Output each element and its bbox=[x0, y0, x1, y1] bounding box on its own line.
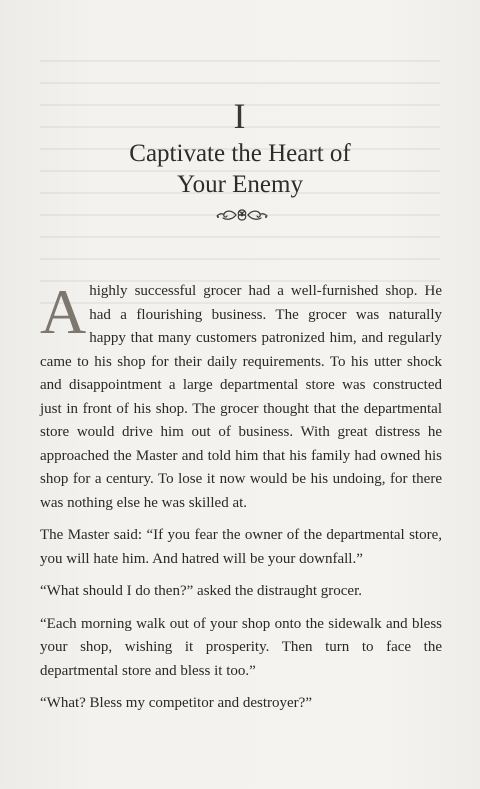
story-paragraph-1 bbox=[40, 276, 442, 515]
story-paragraph-3: “What should I do then?” asked the distraught grocer. bbox=[40, 583, 362, 599]
decorative-flourish-icon bbox=[214, 207, 270, 223]
story-body bbox=[40, 276, 442, 725]
chapter-number: I bbox=[233, 96, 247, 136]
chapter-title bbox=[40, 138, 440, 200]
story-paragraph-2: The Master said: “If you fear the owner of the departmental store, you will hate him. And hatred will be your downfall.” bbox=[40, 527, 442, 567]
drop-cap: A bbox=[40, 276, 87, 347]
story-paragraph-5: “What? Bless my competitor and destroyer?” bbox=[40, 695, 312, 711]
chapter-title-line-2: Your Enemy bbox=[177, 171, 303, 198]
paragraph-1-text: highly successful grocer had a well-furnished shop. He had a flourishing business. The grocer was naturally happy that many customers patronized him, and regularly came to his shop for their daily requirements. To his utter shock and disappointment a large departmental store was constructed just in front of his shop. The grocer thought that the departmental store would drive him out of business. With great distress he approached the Master and told him that his family had owned his shop for a century. To lose it now would be his undoing, for there was nothing else he was skilled at. bbox=[40, 283, 442, 511]
story-paragraph-4: “Each morning walk out of your shop onto the sidewalk and bless your shop, wishing it prosperity. Then turn to face the departmental store and bless it too.” bbox=[40, 615, 442, 679]
chapter-title-line-1: Captivate the Heart of bbox=[129, 140, 351, 167]
